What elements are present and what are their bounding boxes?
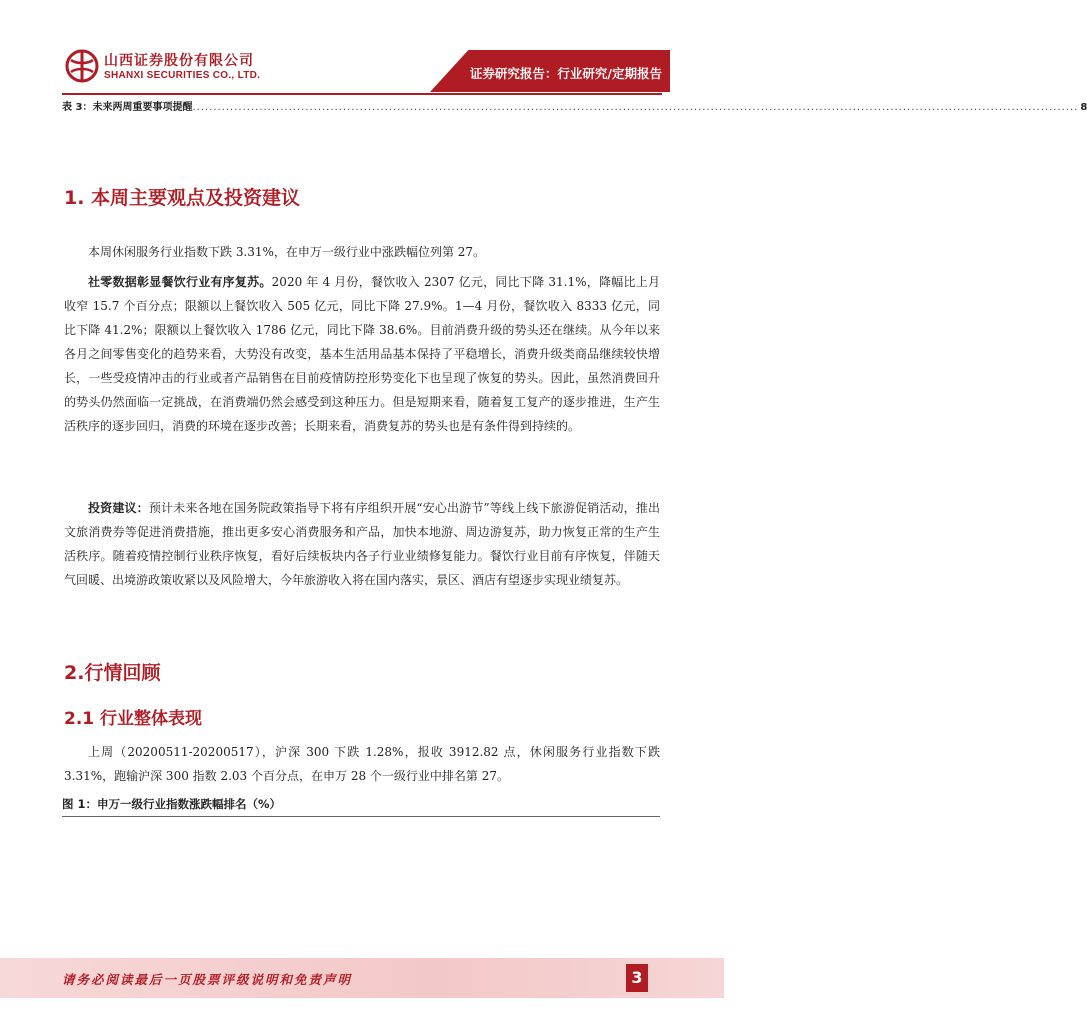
footer-disclaimer[interactable]: 请务必阅读最后一页股票评级说明和免责声明 xyxy=(62,972,353,987)
toc-entry-page: 8 xyxy=(1080,102,1087,113)
section-heading: 1. 本周主要观点及投资建议 xyxy=(64,187,301,209)
company-name-cn: 山西证券股份有限公司 xyxy=(104,53,254,69)
header-divider xyxy=(62,93,662,95)
paragraph-market-review: 上周（20200511-20200517），沪深 300 下跌 1.28%，报收 3912.82 点，休闲服务行业指数下跌 3.31%，跑输沪深 300 指数 2.03 个百分点，在申万 28 个一级行业中排名第 27。 xyxy=(64,745,660,783)
company-logo-icon xyxy=(64,48,100,84)
paragraph-body: 预计未来各地在国务院政策指导下将有序组织开展“安心出游节”等线上线下旅游促销活动，推出文旅消费券等促进消费措施，推出更多安心消费服务和产品，加快本地游、周边游复苏，助力恢复正常的生产生活秩序。随着疫情控制行业秩序恢复，看好后续板块内各子行业业绩修复能力。餐饮行业目前有序恢复，伴随天气回暖、出境游政策收紧以及风险增大，今年旅游收入将在国内落实，景区、酒店有望逐步实现业绩复苏。 xyxy=(64,501,660,587)
subsection-heading: 2.1 行业整体表现 xyxy=(64,709,203,729)
report-type-label: 证券研究报告：行业研究/定期报告 xyxy=(469,66,662,81)
paragraph-body: 2020 年 4 月份，餐饮收入 2307 亿元，同比下降 31.1%，降幅比上月收窄 15.7 个百分点；限额以上餐饮收入 505 亿元，同比下降 27.9%。1—4 月份，餐饮收入 8333 亿元，同比下降 41.2%；限额以上餐饮收入 1786 亿元，同比下降 38.6%。目前消费升级的势头还在继续。从今年以来各月之间零售变化的趋势来看，大势没有改变，基本生活用品基本保持了平稳增长，消费升级类商品继续较快增长，一些受疫情冲击的行业或者产品销售在目前疫情防控形势变化下也呈现了恢复的势头。因此，虽然消费回升的势头仍然面临一定挑战，在消费端仍然会感受到这种压力。但是短期来看，随着复工复产的逐步推进，生产生活秩序的逐步回归，消费的环境在逐步改善；长期来看，消费复苏的势头也是有条件得到持续的。 xyxy=(64,275,660,433)
section-heading: 2.行情回顾 xyxy=(64,662,161,684)
toc-entry[interactable] xyxy=(62,99,1087,113)
toc-leader-dots: .................................................................................................................................................................................................................... xyxy=(192,102,1079,113)
toc-entry-title: 表 3：未来两周重要事项提醒 xyxy=(62,102,193,113)
paragraph-retail-data xyxy=(64,270,660,438)
paragraph-investment-advice xyxy=(64,496,660,592)
figure-title: 图 1：申万一级行业指数涨跌幅排名（%） xyxy=(62,796,660,817)
paragraph-index-summary: 本周休闲服务行业指数下跌 3.31%，在申万一级行业中涨跌幅位列第 27。 xyxy=(88,245,486,259)
paragraph-lead: 社零数据彰显餐饮行业有序复苏。 xyxy=(88,275,272,289)
page-number: 3 xyxy=(626,964,648,992)
company-name-en: SHANXI SECURITIES CO., LTD. xyxy=(104,70,261,81)
paragraph-lead: 投资建议： xyxy=(88,501,149,515)
